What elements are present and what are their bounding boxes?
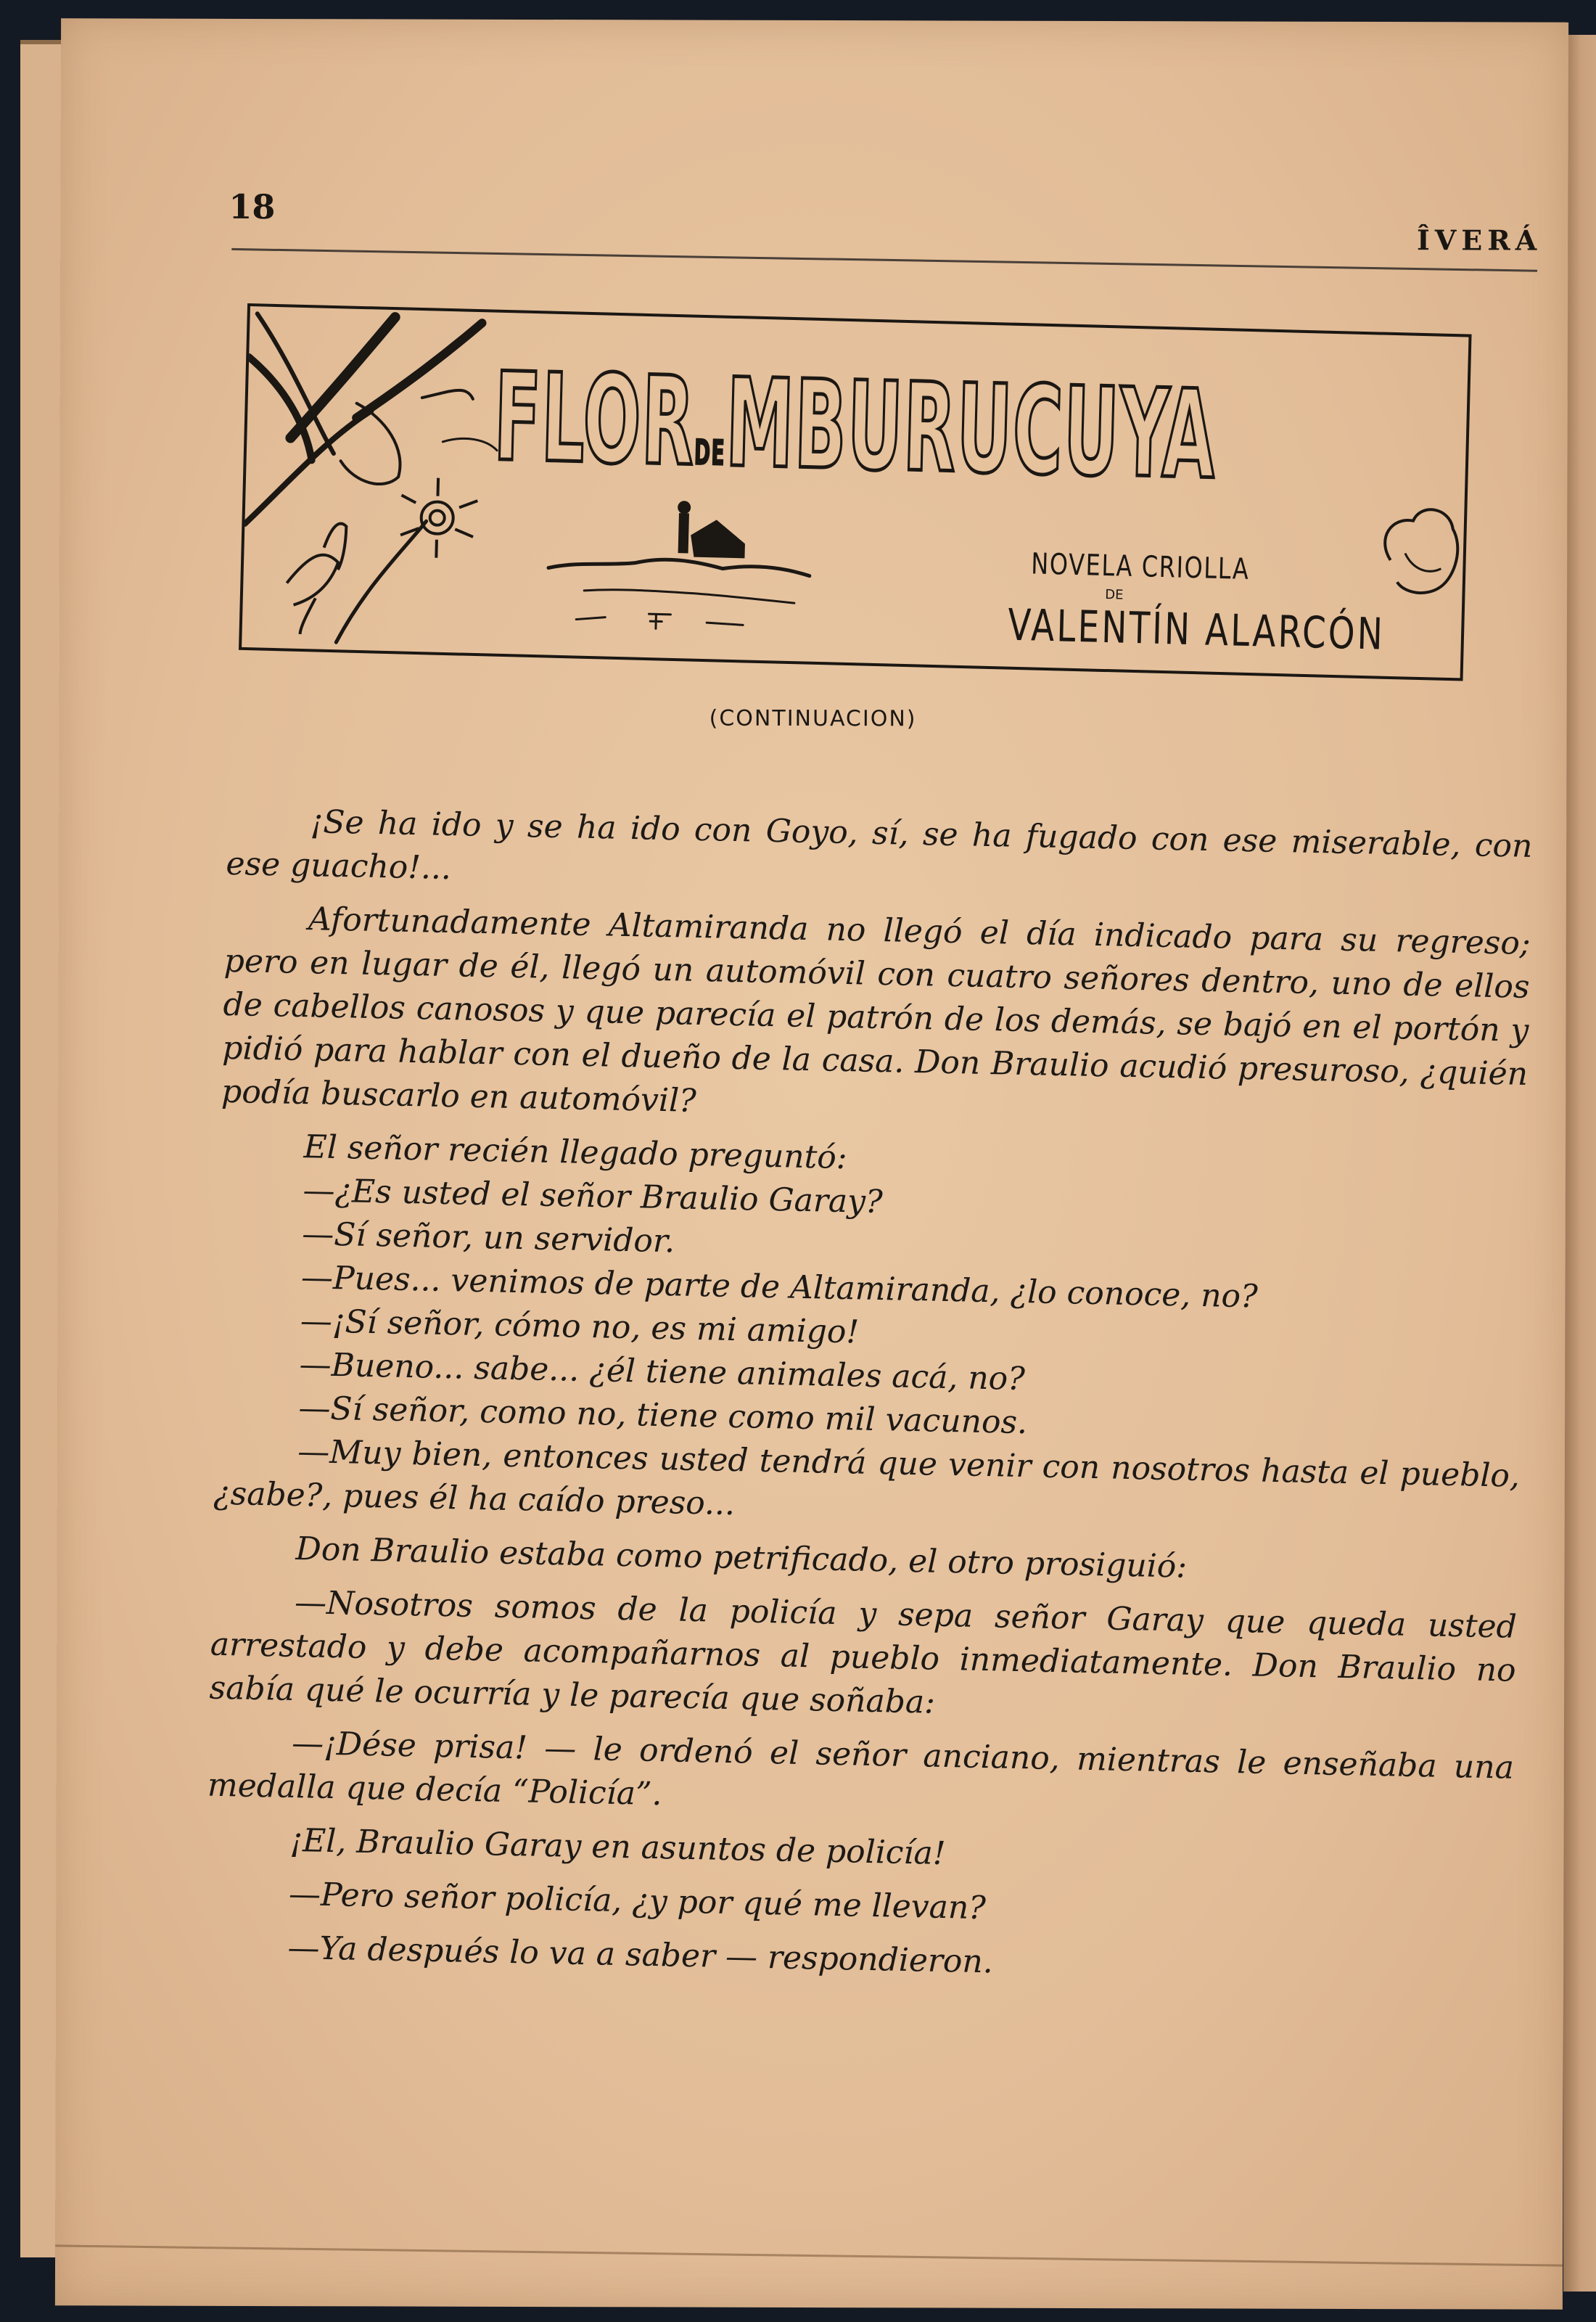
dialogue-line: —Sí señor, un servidor.: [301, 1215, 675, 1260]
paragraph: Don Braulio estaba como petrificado, el otro prosiguió:: [295, 1530, 1188, 1585]
paragraph: ¡El, Braulio Garay en asuntos de policía!: [289, 1821, 946, 1873]
bush-icon: [1383, 509, 1458, 594]
lily-flower-icon: [286, 522, 347, 636]
title-mburucuya: MBURUCUYA: [724, 351, 1218, 506]
adjacent-page-edge: [1563, 35, 1596, 2292]
novel-title: [492, 345, 1218, 506]
dialogue-line: —Ya después lo va a saber — respondieron.: [287, 1929, 994, 1981]
title-de: DE: [694, 432, 726, 474]
paragraph: Afortunadamente Altamiranda no llegó el día indicado para su regreso; pero en lugar de él, llegó un automóvil con cuatro señores dentro, uno de ellos de cabellos canosos y que parecía el patrón de los demás, se bajó en el portón y pidió para hablar con el dueño de la casa. Don Braulio acudió presuroso, ¿quién podía buscarlo en automóvil?: [221, 901, 1531, 1120]
page-number: 18: [229, 186, 276, 227]
continuation-label: (CONTINUACION): [709, 705, 917, 732]
dialogue-line: —Nosotros somos de la policía y sepa señor Garay que queda usted arrestado y debe acompañarnos al pueblo inmediatamente. Don Braulio no sabía qué le ocurría y le parecía que soñaba:: [209, 1583, 1518, 1721]
passion-flower-icon: [400, 477, 478, 559]
horse-rider-house-icon: [676, 501, 746, 558]
story-body: [204, 799, 1533, 1995]
author-name: VALENTÍN ALARCÓN: [1007, 599, 1386, 660]
header-rule: [231, 248, 1537, 272]
title-banner: [239, 303, 1472, 681]
magazine-page: [55, 18, 1568, 2309]
paragraph: El señor recién llegado preguntó:: [303, 1128, 848, 1177]
dialogue-line: —Sí señor, como no, tiene como mil vacunos.: [297, 1390, 1028, 1442]
passion-flower-vine-icon: [242, 313, 500, 647]
dialogue-line: —Pero señor policía, ¿y por qué me llevan?: [288, 1875, 987, 1927]
dialogue-line: —Bueno... sabe... ¿él tiene animales acá, no?: [299, 1346, 1026, 1398]
dialogue-line: —¡Sí señor, cómo no, es mi amigo!: [300, 1302, 860, 1351]
dialogue-line: —Pues... venimos de parte de Altamiranda, ¿lo conoce, no?: [300, 1259, 1259, 1316]
subtitle-de: DE: [1105, 587, 1124, 603]
dialogue-line: —Muy bien, entonces usted tendrá que venir con nosotros hasta el pueblo, ¿sabe?, pues él ha caído preso...: [213, 1433, 1521, 1523]
dialogue-line: —¿Es usted el señor Braulio Garay?: [302, 1172, 884, 1221]
journal-name: ÎVERÁ: [1416, 223, 1542, 257]
title-flor: FLOR: [492, 345, 697, 493]
dialogue-line: —¡Dése prisa! — le ordenó el señor anciano, mientras le enseñaba una medalla que decía “Policía”.: [207, 1724, 1515, 1813]
novel-subtitle: NOVELA CRIOLLA: [1030, 547, 1251, 587]
rural-landscape-icon: [547, 557, 810, 633]
paragraph: ¡Se ha ido y se ha ido con Goyo, sí, se ha fugado con ese miserable, con ese guacho!...: [226, 803, 1533, 887]
running-head: [229, 187, 1542, 256]
